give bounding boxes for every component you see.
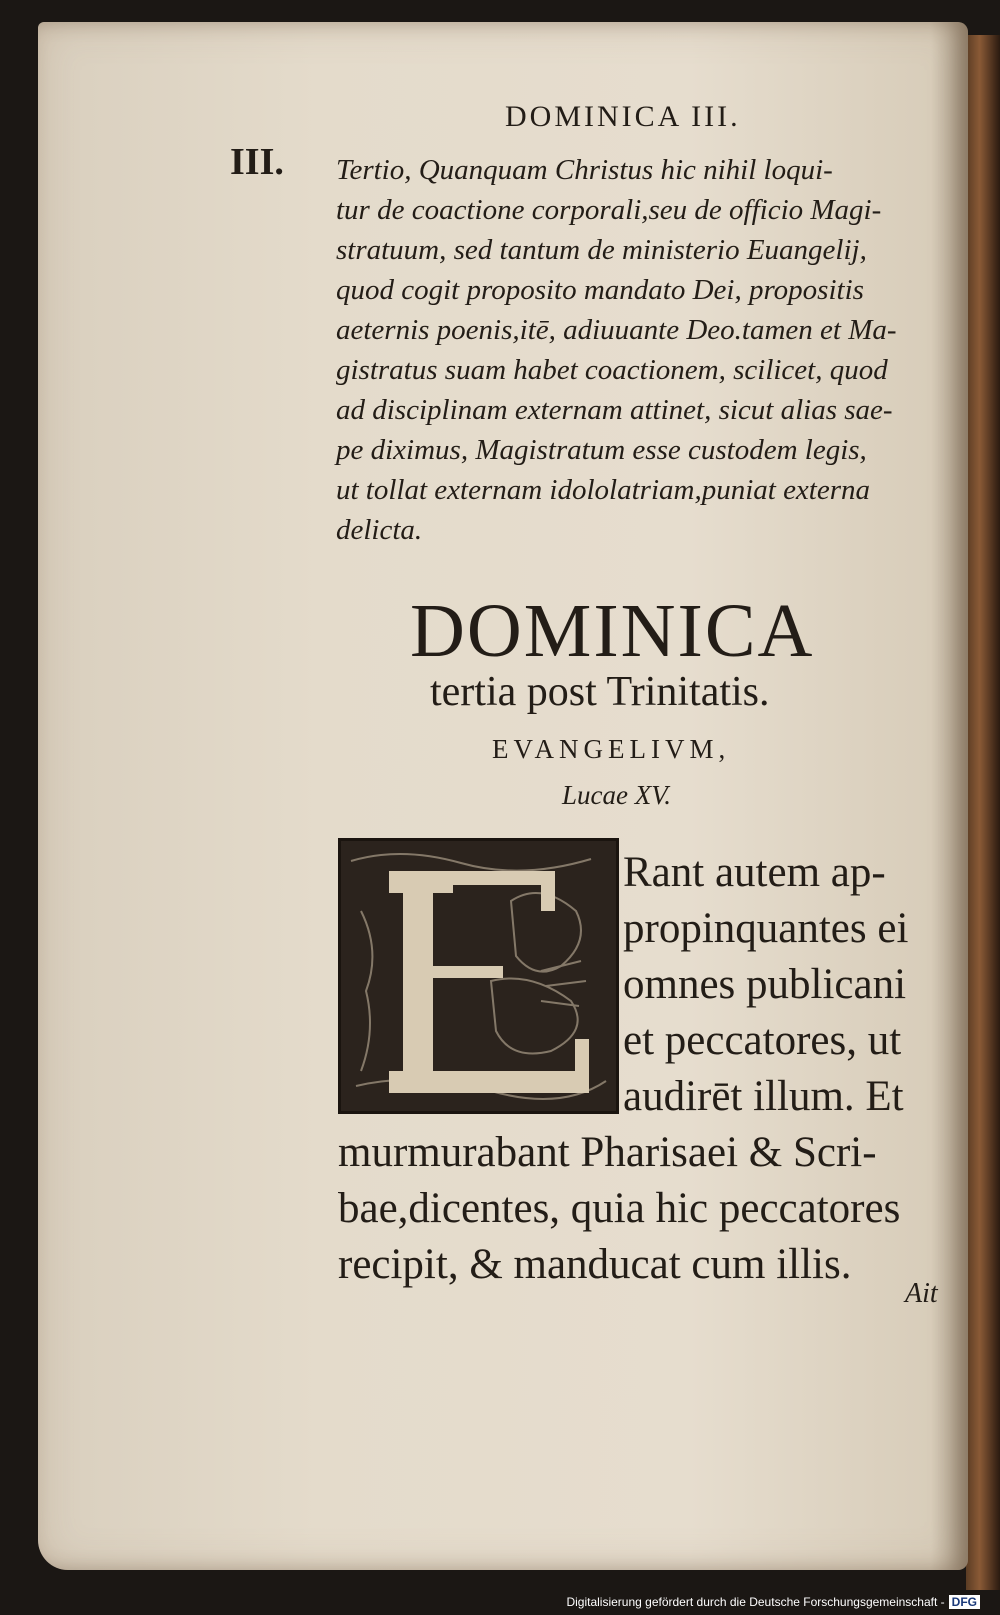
gospel-line: bae,dicentes, quia hic peccatores: [338, 1185, 901, 1232]
gospel-line: propinquantes ei: [623, 905, 909, 952]
dfg-logo: DFG: [949, 1595, 980, 1609]
margin-note: III.: [230, 141, 284, 183]
paragraph-line: pe diximus, Magistratum esse custodem legis,: [336, 434, 867, 466]
gospel-line: omnes publicani: [623, 961, 907, 1008]
paragraph-line: quod cogit proposito mandato Dei, propositis: [336, 274, 864, 306]
section-subtitle: tertia post Trinitatis.: [430, 669, 770, 715]
gospel-heading: EVANGELIVM,: [492, 734, 731, 764]
gospel-text: [338, 845, 950, 1293]
footer-credit: [566, 1595, 980, 1609]
paragraph-line: delicta.: [336, 514, 423, 546]
paragraph-line: ut tollat externam idololatriam,puniat externa: [336, 474, 871, 506]
catchword: Ait: [905, 1278, 938, 1309]
paragraph-line: aeternis poenis,itē, adiuuante Deo.tamen et Ma-: [336, 314, 897, 346]
paragraph-line: stratuum, sed tantum de ministerio Euangelij,: [336, 234, 867, 266]
paragraph-line: gistratus suam habet coactionem, scilicet, quod: [336, 354, 888, 386]
section-title: DOMINICA: [410, 589, 815, 673]
running-header: DOMINICA III.: [505, 100, 741, 133]
paragraph-line: ad disciplinam externam attinet, sicut alias sae-: [336, 394, 893, 426]
gospel-line: recipit, & manducat cum illis.: [338, 1241, 852, 1288]
gospel-line: audirēt illum. Et: [623, 1073, 904, 1120]
footer-text: Digitalisierung gefördert durch die Deutsche Forschungsgemeinschaft -: [566, 1595, 945, 1609]
gospel-line: et peccatores, ut: [623, 1017, 902, 1064]
gospel-line: murmurabant Pharisaei & Scri-: [338, 1129, 877, 1176]
book-gutter: [966, 35, 1000, 1590]
paragraph-line: tur de coactione corporali,seu de officio Magi-: [336, 194, 882, 226]
first-paragraph: [336, 150, 946, 550]
paragraph-line: Tertio, Quanquam Christus hic nihil loqui-: [336, 154, 833, 186]
gospel-line: Rant autem ap-: [623, 849, 886, 896]
gospel-reference: Lucae XV.: [562, 780, 671, 810]
